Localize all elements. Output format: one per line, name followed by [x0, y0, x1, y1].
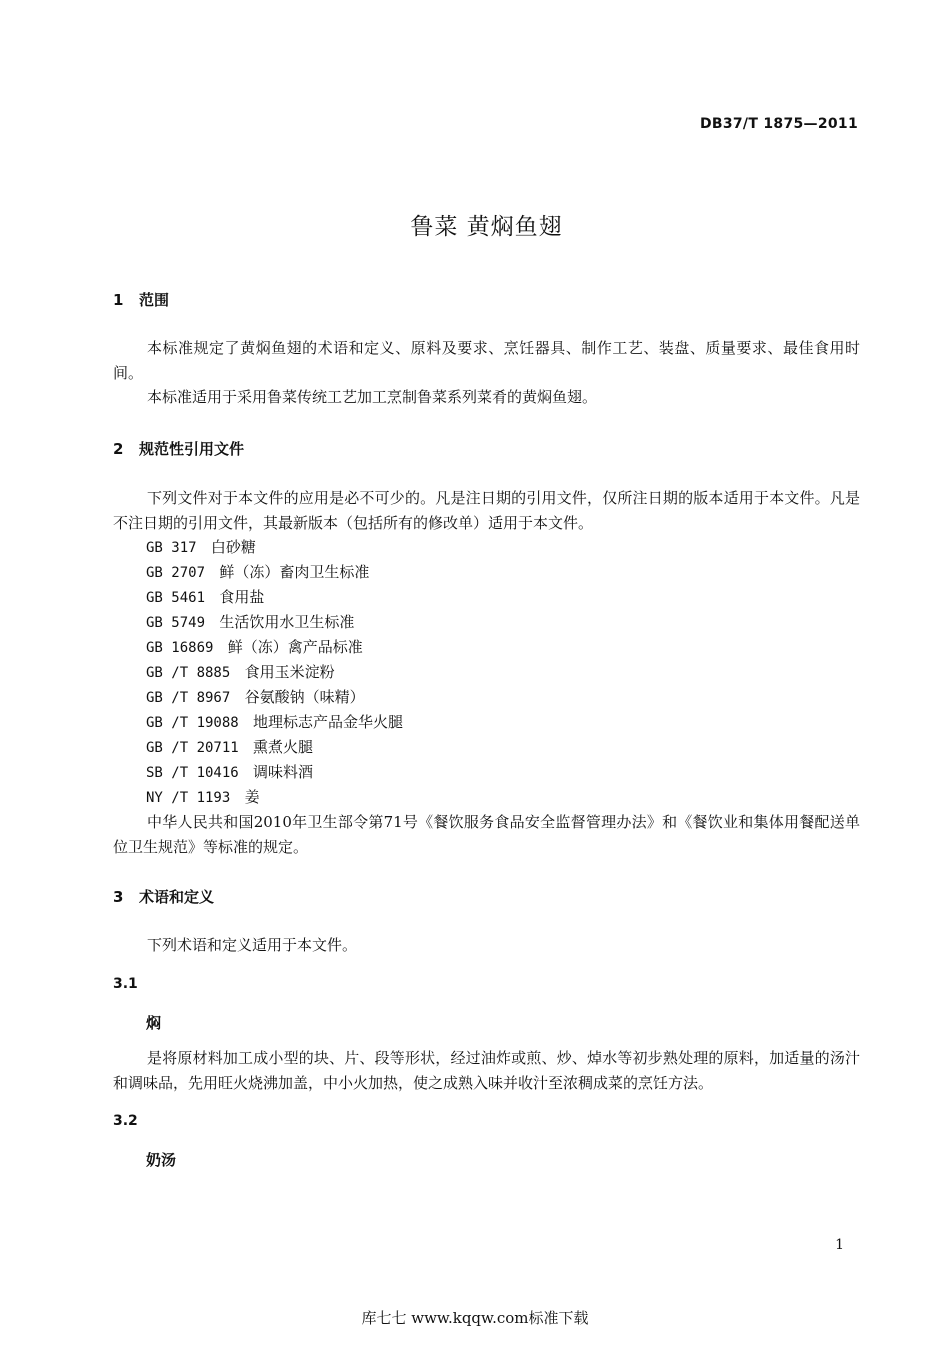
standard-code: DB37/T 1875—2011: [699, 116, 858, 132]
reference-name: 调味料酒: [253, 763, 314, 781]
reference-code: GB 317: [146, 540, 197, 556]
scope-paragraph-1: 本标准规定了黄焖鱼翅的术语和定义、原料及要求、烹饪器具、制作工艺、装盘、质量要求、最佳食用时间。: [113, 339, 860, 382]
reference-name: 食用玉米淀粉: [244, 663, 335, 681]
reference-code: NY /T 1193: [146, 790, 231, 806]
reference-item: [146, 660, 335, 686]
document-title: 鲁菜 黄焖鱼翅: [410, 214, 563, 240]
term-title: 焖: [146, 1014, 162, 1032]
reference-name: 熏煮火腿: [253, 738, 314, 756]
reference-name: 鲜（冻）禽产品标准: [227, 638, 363, 656]
footer-watermark: 库七七 www.kqqw.com标准下载: [361, 1309, 589, 1327]
scope-paragraph-2: 本标准适用于采用鲁菜传统工艺加工烹制鲁菜系列菜肴的黄焖鱼翅。: [147, 388, 598, 406]
reference-item: [146, 635, 363, 661]
terms-intro: 下列术语和定义适用于本文件。: [147, 936, 358, 954]
reference-name: 食用盐: [219, 588, 265, 606]
reference-code: GB 2707: [146, 565, 206, 581]
reference-name: 地理标志产品金华火腿: [253, 713, 404, 731]
reference-item: [146, 610, 354, 636]
reference-name: 姜: [244, 788, 260, 806]
section-title: 术语和定义: [139, 888, 215, 906]
page-number: 1: [835, 1237, 844, 1253]
reference-code: GB /T 19088: [146, 715, 239, 731]
section-number: 2: [113, 440, 124, 458]
reference-item: [146, 710, 403, 736]
reference-item: [146, 760, 313, 786]
references-intro: 下列文件对于本文件的应用是必不可少的。凡是注日期的引用文件，仅所注日期的版本适用于本文件。凡是不注日期的引用文件，其最新版本（包括所有的修改单）适用于本文件。: [113, 489, 860, 532]
term-definition: 是将原材料加工成小型的块、片、段等形状，经过油炸或煎、炒、焯水等初步熟处理的原料，加适量的汤汁和调味品，先用旺火烧沸加盖，中小火加热，使之成熟入味并收汁至浓稠成菜的烹饪方法。: [113, 1049, 860, 1092]
reference-name: 鲜（冻）畜肉卫生标准: [219, 563, 370, 581]
section-1-heading: [113, 289, 169, 310]
reference-code: GB 16869: [146, 640, 214, 656]
reference-code: GB /T 20711: [146, 740, 239, 756]
references-closing: 中华人民共和国2010年卫生部令第71号《餐饮服务食品安全监督管理办法》和《餐饮业和集体用餐配送单位卫生规范》等标准的规定。: [113, 813, 860, 856]
section-title: 范围: [139, 291, 170, 309]
reference-item: [146, 785, 260, 811]
reference-code: GB 5461: [146, 590, 206, 606]
term-number: 3.1: [113, 976, 138, 992]
reference-name: 谷氨酸钠（味精）: [244, 688, 365, 706]
section-3-heading: [113, 886, 214, 907]
term-title: 奶汤: [146, 1151, 177, 1169]
term-number: 3.2: [113, 1113, 138, 1129]
reference-item: [146, 685, 365, 711]
reference-code: SB /T 10416: [146, 765, 239, 781]
reference-item: [146, 585, 264, 611]
reference-item: [146, 560, 369, 586]
reference-code: GB /T 8885: [146, 665, 231, 681]
reference-item: [146, 735, 313, 761]
section-number: 1: [113, 291, 124, 309]
reference-code: GB 5749: [146, 615, 206, 631]
reference-name: 生活饮用水卫生标准: [219, 613, 355, 631]
section-2-heading: [113, 438, 244, 459]
reference-item: [146, 535, 256, 561]
section-number: 3: [113, 888, 124, 906]
reference-code: GB /T 8967: [146, 690, 231, 706]
reference-name: 白砂糖: [210, 538, 256, 556]
section-title: 规范性引用文件: [139, 440, 245, 458]
